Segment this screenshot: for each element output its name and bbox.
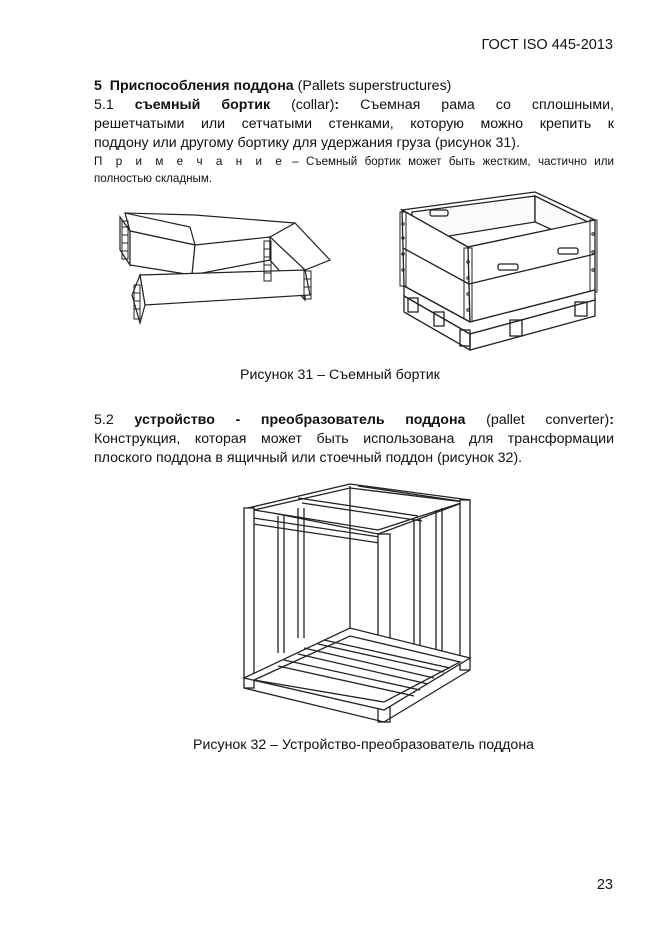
item-5-2-line-1 <box>94 411 614 430</box>
item-5-1-number: 5.1 <box>94 97 114 113</box>
item-5-2-number: 5.2 <box>94 412 114 428</box>
collar-folded-illustration <box>100 205 340 330</box>
item-5-2-term: устройство - преобразователь поддона <box>134 412 466 428</box>
section-title-text: Приспособления поддона <box>109 78 294 94</box>
note-line-2: полностью складным. <box>94 172 213 185</box>
item-5-1-line-3: поддону или другому бортику для удержания груза (рисунок 31). <box>94 135 520 151</box>
collar-on-pallet-illustration <box>390 182 605 357</box>
note-text-1: – Съемный бортик может быть жестким, частично или <box>292 155 614 168</box>
item-5-1-term-en: (collar) <box>291 97 335 113</box>
item-5-1-line-2: решетчатыми или сетчатыми стенками, которую можно крепить к <box>94 116 614 132</box>
item-5-2-line-2: Конструкция, которая может быть использована для трансформации <box>94 431 614 447</box>
page-number: 23 <box>596 877 613 893</box>
note-label: П р и м е ч а н и е <box>94 155 285 168</box>
section-title-en: (Pallets superstructures) <box>297 78 452 94</box>
document-code: ГОСТ ISO 445-2013 <box>481 37 613 53</box>
item-5-2-colon: : <box>609 412 614 428</box>
item-5-2-line-3: плоского поддона в ящичный или стоечный поддон (рисунок 32). <box>94 450 523 466</box>
item-5-1-text-1: Съемная рама со сплошными, <box>360 97 614 113</box>
item-5-1-term: съемный бортик <box>134 97 271 113</box>
figure-32-caption: Рисунок 32 – Устройство-преобразователь поддона <box>193 737 535 753</box>
item-5-1-colon: : <box>334 97 340 113</box>
item-5-2-term-en: (pallet converter) <box>486 412 610 428</box>
note-line-1 <box>94 153 614 170</box>
figure-31-caption: Рисунок 31 – Съемный бортик <box>240 367 440 383</box>
pallet-converter-illustration <box>238 478 478 728</box>
section-number: 5 <box>94 78 102 94</box>
item-5-1-line-1 <box>94 96 614 115</box>
section-title <box>94 77 614 96</box>
